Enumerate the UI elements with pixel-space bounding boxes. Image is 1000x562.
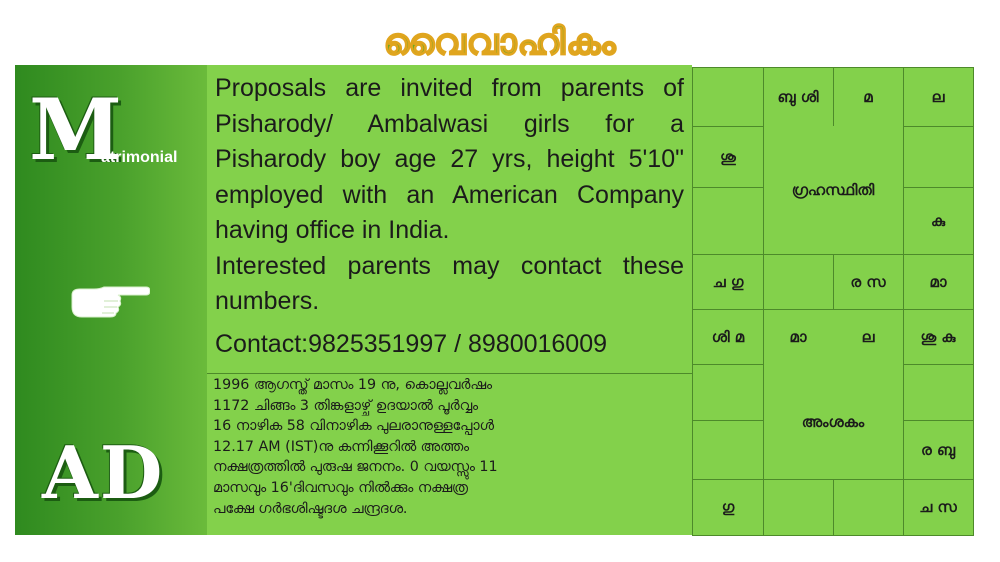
chart-cell: ര സ xyxy=(850,272,886,291)
contact-instruction: Interested parents may contact these numbers. xyxy=(215,251,684,315)
chart-cell: മ xyxy=(863,88,873,106)
proposal-text xyxy=(215,71,684,320)
matrimonial-label: atrimonial xyxy=(101,149,178,166)
horoscope-chart xyxy=(692,67,974,536)
details-line: 16 നാഴിക 58 വിനാഴിക പുലരാനുള്ളപ്പോൾ xyxy=(213,418,494,435)
chart-cell: കു xyxy=(930,211,946,230)
m-letter: M xyxy=(29,80,122,179)
chart-center-label: അംശകം xyxy=(801,412,865,431)
pointing-hand-icon xyxy=(70,283,150,319)
grid-line xyxy=(903,364,973,365)
chart-cell: ല xyxy=(861,328,875,346)
chart-cell: ര ബു xyxy=(920,440,955,459)
matrimonial-ad-banner xyxy=(15,65,207,535)
proposal-paragraph: Proposals are invited from parents of Pisharody/ Ambalwasi girls for a Pisharody boy age 27 yrs, height 5'10" employed with an American Company having office in India. xyxy=(215,74,684,244)
details-line: 1996 ആഗസ്ത് മാസം 19 നു, കൊല്ലവർഷം xyxy=(213,377,492,393)
chart-cell: ശു കു xyxy=(920,328,956,346)
details-line: മാസവും 16'ദിവസവും നിൽക്കും നക്ഷത്ര xyxy=(213,479,468,496)
chart-center-label: ഗ്രഹസ്ഥിതി xyxy=(791,181,875,199)
details-line: 12.17 AM (IST)നു കന്നിക്കൂറിൽ അത്തം xyxy=(213,438,469,455)
chart-cell: മാ xyxy=(789,328,807,346)
grid-line xyxy=(833,479,834,536)
grid-line xyxy=(693,187,763,188)
grid-line xyxy=(693,364,763,365)
details-line: പക്ഷേ ഗർഭശിഷ്ടദശ ചന്ദ്രദശ. xyxy=(213,500,408,517)
chart-cell: ബു ശി xyxy=(777,88,819,106)
details-line: 1172 ചിങ്ങം 3 തിങ്കളാഴ്ച് ഉദയാൽ പൂർവ്വം xyxy=(213,397,478,414)
grid-line xyxy=(693,420,763,421)
birth-details xyxy=(213,375,683,519)
grid-line xyxy=(903,126,973,127)
page-title: വൈവാഹികം xyxy=(383,22,617,63)
chart-cell: ശി മ xyxy=(711,328,745,346)
details-line: നക്ഷത്രത്തിൽ പുരുഷ ജനനം. 0 വയസ്സും 11 xyxy=(213,459,498,476)
chart-cell: മാ xyxy=(929,272,947,291)
divider xyxy=(207,373,692,374)
ad-letters: AD xyxy=(42,430,165,515)
ad-content xyxy=(207,65,692,535)
contact-numbers: Contact:9825351997 / 8980016009 xyxy=(215,330,608,358)
chart-cell: ശു xyxy=(720,147,736,166)
chart-cell: ല xyxy=(931,88,945,106)
chart-cell: ച സ xyxy=(919,498,957,516)
chart-cell: ച ഗു xyxy=(712,272,744,291)
chart-cell: ഗു xyxy=(721,498,735,516)
